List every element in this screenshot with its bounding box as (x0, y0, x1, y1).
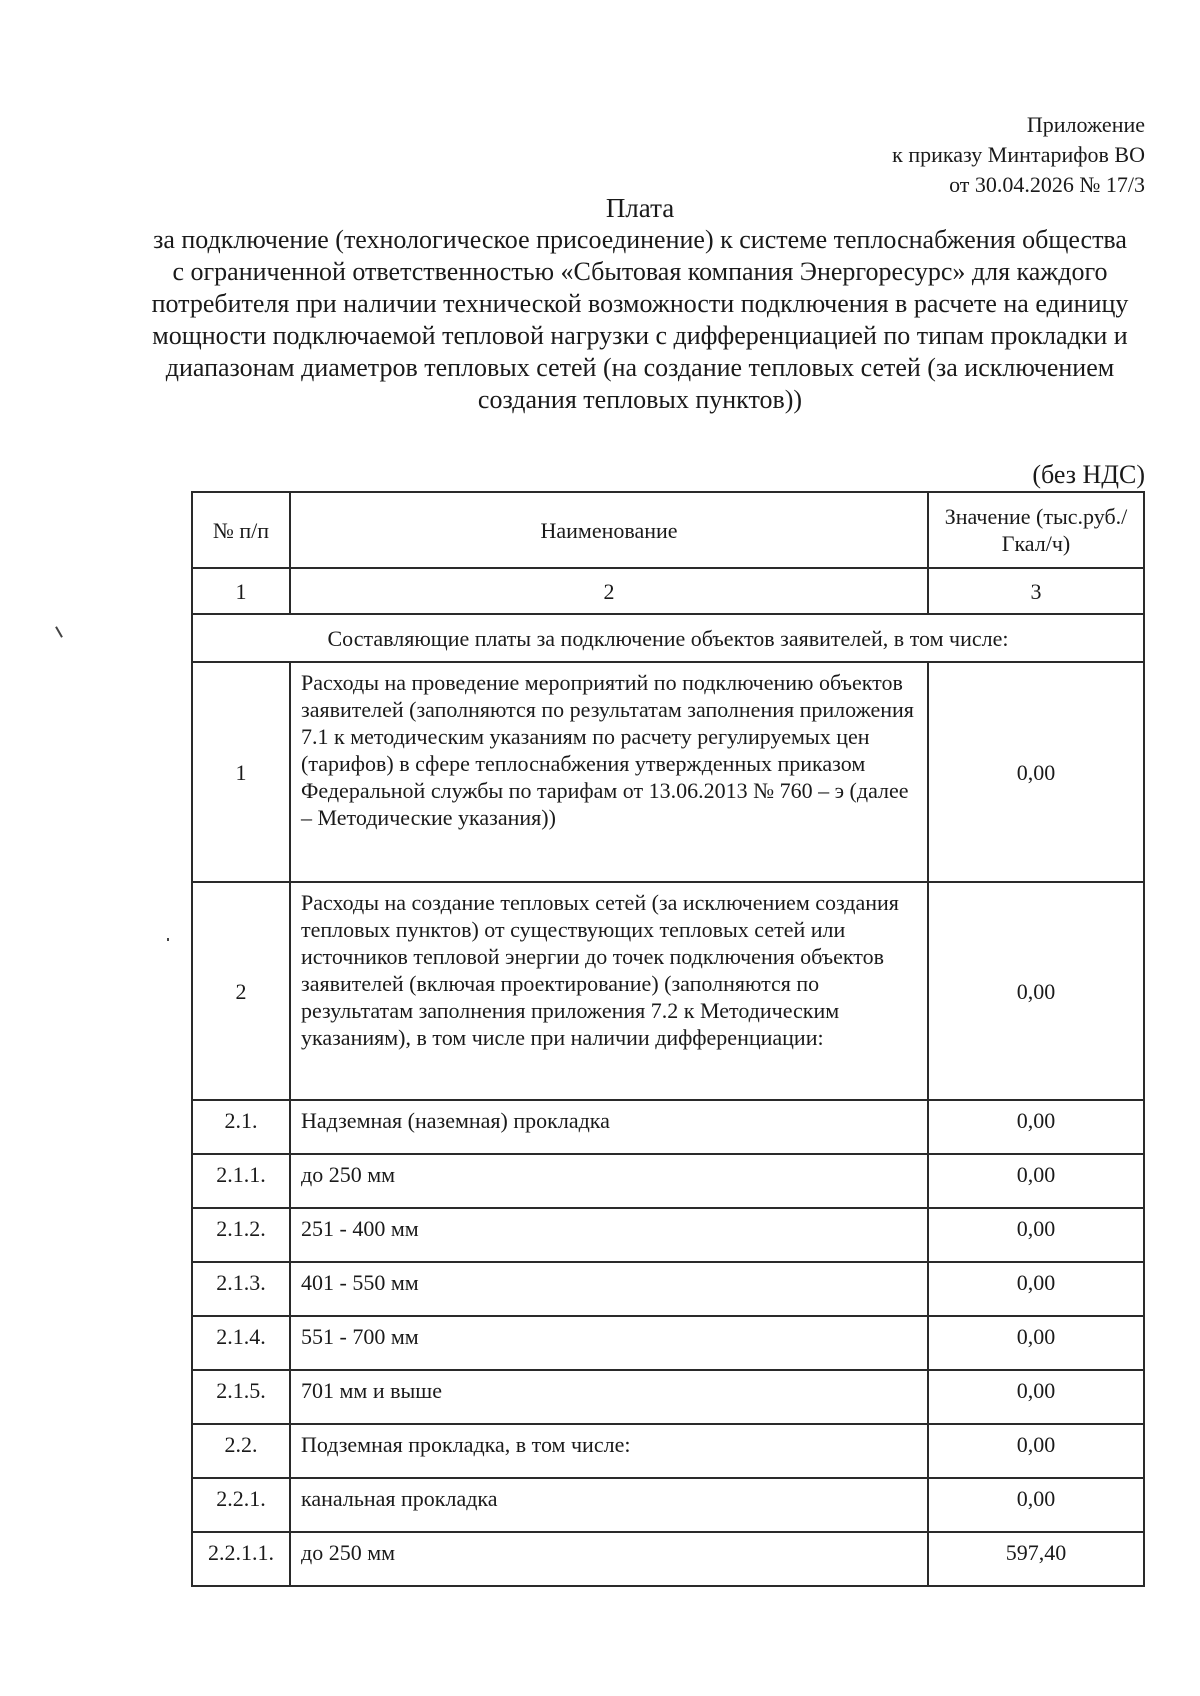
column-number: 1 (192, 568, 290, 614)
appendix-order: к приказу Минтарифов ВО (892, 142, 1145, 167)
appendix-date: от 30.04.2026 № 17/3 (949, 172, 1145, 197)
document-title (150, 192, 1130, 416)
row-value: 0,00 (928, 1370, 1144, 1424)
table-row (192, 1316, 1144, 1370)
scan-mark (55, 626, 63, 637)
appendix-block (645, 110, 1145, 200)
title-heading: Плата (605, 193, 675, 223)
row-number: 2.1.3. (192, 1262, 290, 1316)
table-row (192, 1532, 1144, 1586)
title-body: за подключение (технологическое присоединение) к системе теплоснабжения общества с ограниченной ответственностью «Сбытовая компания Энергоресурс» для каждого потребителя при наличии технической возможности подключения в расчете на единицу мощности подключаемой тепловой нагрузки с дифференциацией по типам прокладки и диапазонам диаметров тепловых сетей (на создание тепловых сетей (за исключением создания тепловых пунктов)) (151, 225, 1129, 414)
column-number: 2 (290, 568, 928, 614)
row-name-text: Подземная прокладка, в том числе: (301, 1432, 631, 1457)
row-name-text: до 250 мм (301, 1162, 396, 1187)
row-value: 0,00 (928, 1316, 1144, 1370)
row-number: 1 (192, 662, 290, 882)
row-value: 0,00 (928, 882, 1144, 1100)
row-name (290, 1100, 928, 1154)
row-number: 2.1. (192, 1100, 290, 1154)
row-name-text: канальная прокладка (301, 1486, 498, 1511)
row-name-text: 551 - 700 мм (301, 1324, 419, 1349)
scan-mark (167, 938, 169, 941)
row-name (290, 1424, 928, 1478)
row-name (290, 1262, 928, 1316)
row-name-text: Расходы на создание тепловых сетей (за исключением создания тепловых пунктов) от существующих тепловых сетей или источников тепловой энергии до точек подключения объектов заявителей (включая проектирование) (заполняются по результатам заполнения приложения 7.2 к Методическим указаниям), в том числе при наличии дифференциации: (301, 890, 899, 1050)
section-row (192, 614, 1144, 662)
row-name (290, 1532, 928, 1586)
table-row (192, 1154, 1144, 1208)
row-value: 597,40 (928, 1532, 1144, 1586)
row-value: 0,00 (928, 1154, 1144, 1208)
header-value (928, 492, 1144, 568)
row-name (290, 1154, 928, 1208)
row-number: 2.1.4. (192, 1316, 290, 1370)
row-number: 2.2.1.1. (192, 1532, 290, 1586)
row-name-text: 251 - 400 мм (301, 1216, 419, 1241)
row-name (290, 882, 928, 1100)
row-number: 2 (192, 882, 290, 1100)
row-number: 2.1.2. (192, 1208, 290, 1262)
appendix-line: Приложение (1026, 112, 1145, 137)
row-number: 2.1.1. (192, 1154, 290, 1208)
table-row (192, 882, 1144, 1100)
row-value: 0,00 (928, 662, 1144, 882)
row-name-text: 701 мм и выше (301, 1378, 442, 1403)
header-value-text: Значение (тыс.руб./Гкал/ч) (944, 504, 1128, 556)
row-name (290, 1370, 928, 1424)
row-value: 0,00 (928, 1478, 1144, 1532)
row-name (290, 1478, 928, 1532)
row-value: 0,00 (928, 1100, 1144, 1154)
table-header-row (192, 492, 1144, 568)
table-row (192, 1100, 1144, 1154)
row-value: 0,00 (928, 1424, 1144, 1478)
row-name-text: Надземная (наземная) прокладка (301, 1108, 610, 1133)
section-title: Составляющие платы за подключение объектов заявителей, в том числе: (192, 614, 1144, 662)
column-numbers-row (192, 568, 1144, 614)
table-row (192, 662, 1144, 882)
row-name (290, 1208, 928, 1262)
vat-note: (без НДС) (1032, 460, 1145, 489)
row-name-text: 401 - 550 мм (301, 1270, 419, 1295)
row-name (290, 1316, 928, 1370)
table-row (192, 1262, 1144, 1316)
table-row (192, 1478, 1144, 1532)
row-number: 2.2.1. (192, 1478, 290, 1532)
row-name-text: Расходы на проведение мероприятий по подключению объектов заявителей (заполняются по результатам заполнения приложения 7.1 к методическим указаниям по расчету регулируемых цен (тарифов) в сфере теплоснабжения утвержденных приказом Федеральной службы по тарифам от 13.06.2013 № 760 – э (далее – Методические указания)) (301, 670, 914, 830)
column-number: 3 (928, 568, 1144, 614)
table-row (192, 1208, 1144, 1262)
fee-table (191, 491, 1145, 1587)
row-name-text: до 250 мм (301, 1540, 396, 1565)
row-name (290, 662, 928, 882)
header-number: № п/п (192, 492, 290, 568)
row-value: 0,00 (928, 1208, 1144, 1262)
table-row (192, 1370, 1144, 1424)
row-value: 0,00 (928, 1262, 1144, 1316)
table-row (192, 1424, 1144, 1478)
header-name: Наименование (290, 492, 928, 568)
row-number: 2.2. (192, 1424, 290, 1478)
row-number: 2.1.5. (192, 1370, 290, 1424)
